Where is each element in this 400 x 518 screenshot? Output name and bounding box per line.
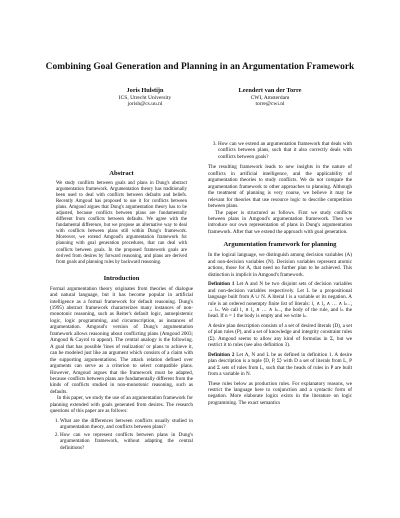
author-affiliation: CWI, Amsterdam	[250, 94, 290, 101]
section-paragraph-1: In the logical language, we distinguish among decision variables (A) and non-decision variables (N). Decision variables represent atomic actions, those for A, that need no further plan to be achieved. This distinction is implicit in Amgoud's framework.	[208, 252, 352, 278]
author-2	[200, 88, 340, 108]
intro-paragraph-2: In this paper, we study the use of an argumentation framework for planning extended with goals generated from desires. The research questions of this paper are as follows:	[50, 395, 193, 415]
definition-2	[208, 352, 352, 378]
definition-text: Let A and N be two disjoint sets of decision variables and non-decision variables respectively. Let L be a propositional language built from A ∪ N. A literal l is a variable or its negation. A rule is an ordered nonempty finite list of literals: l₁ ∧ l₂ ∧ … ∧ lₙ₋₁ → lₙ. We call l₁ ∧ l₂ ∧ … ∧ lₙ₋₁ the body of the rule, and lₙ the head. If n = 1 the body is empty and we write lₙ.	[208, 281, 352, 320]
research-question-1: 1. What are the differences between conflicts usually studied in argumentation theory, and conflicts between plans?	[60, 418, 193, 431]
definition-text: Let A, N and L be as defined in definition 1. A desire plan description is a tuple ⟨D, P, Σ⟩ with D a set of literals from L, P and Σ sets of rules from L, such that the heads of rules in P are built from a variable in N.	[208, 351, 352, 378]
author-email: jorish@cs.uu.nl	[127, 101, 163, 108]
paper-title: Combining Goal Generation and Planning in an Argumentation Framework	[45, 62, 355, 72]
definition-1	[208, 281, 352, 320]
definition-label: Definition 2	[208, 351, 235, 358]
intro-paragraph-3: The resulting framework leads to new insights in the nature of conflicts in artificial intelligence, and the applicability of argumentation theories to study conflicts. We do not compare the argumentation framework to other approaches to planning. Although the treatment of planning is very coarse, we believe it may be relevant for theories that use resource logic to describe competition between plans.	[208, 164, 352, 210]
abstract-heading: Abstract	[109, 170, 134, 177]
right-column	[208, 141, 352, 406]
introduction-heading: Introduction	[103, 274, 140, 282]
research-question-2: 2. How can we represent conflicts between plans in Dung's argumentation framework, without adapting the central definitions?	[60, 432, 193, 451]
intro-paragraph-1: Formal argumentation theory originates from theories of dialogue and natural language, but it has become popular in artificial intelligence as a formal framework for default reasoning. Dung's (1995) abstract framework characterizes many instances of non-monotonic reasoning, such as Reiter's default logic, autoepistemic logic, logic programming, and circumscription, as instances of argumentation. Amgoud's version of Dung's argumentation framework allows reasoning about conflicting plans (Amgoud 2003; Amgoud & Cayrol to appear). The central analogy is the following. A goal that has possible 'lines of realization' or plans to achieve it, can be modeled just like an argument which consists of a claim with the supporting argumentations. The attack relation defined over arguments can serve as a criterion to select compatible plans. However, Amgoud argues that the framework must be adapted, because conflicts between plans are fundamentally different from the kinds of conflicts studied in non-monotonic reasoning, such as defaults.	[50, 285, 193, 395]
section-heading: Argumentation framework for planning	[223, 241, 337, 249]
research-questions-continued	[208, 141, 352, 160]
author-name: Joris Hulstijn	[126, 87, 164, 94]
section-paragraph-3: These rules below as production rules. For explanatory reasons, we restrict the language here to conjunction and a syntactic form of negation. More elaborate logics exists in the literature on logic programming. The exact semantics	[208, 380, 352, 406]
author-affiliation: ICS, Utrecht University	[118, 94, 172, 101]
intro-paragraph-4: The paper is structured as follows. First we study conflicts between plans in Amgoud's argumentation framework. Then we introduce our own representation of plans in Dung's argumentation framework. After that we extend the approach with goal generation.	[208, 209, 352, 235]
left-column	[50, 170, 193, 452]
research-question-3: 3. How can we extend an argumentation framework that deals with conflicts between plans, such that it also correctly deals with conflicts between goals?	[218, 141, 352, 160]
definition-label: Definition 1	[208, 281, 235, 288]
section-paragraph-2: A desire plan description consists of a set of desired literals (D), a set of plan rules (P), and a set of knowledge and integrity constraint rules (Σ). Amgoud seems to allow any kind of formulas in Σ, but we restrict it to rules (see also definition 3).	[208, 322, 352, 349]
author-1	[75, 88, 215, 108]
research-questions	[50, 418, 193, 451]
author-email: torre@cwi.nl	[255, 101, 285, 108]
abstract-text: We study conflicts between goals and plans in Dung's abstract argumentation framework. Argumentation theory has traditionally been used to deal with conflicts between defaults and beliefs. Recently Amgoud has proposed to use it for conflicts between plans. Amgoud argues that Dung's argumentation theory has to be adjusted, because conflicts between plans are fundamentally different from conflicts between defaults. We agree with the fundamental difference, but we propose an alternative way to deal with conflicts between plans still within Dung's framework. Moreover, we extend Amgoud's argumentation framework for planning with goal generation procedures, that can deal with conflicts between goals. In the proposed framework goals are derived from desires by forward reasoning, and plans are derived from goals and planning rules by backward reasoning.	[56, 181, 187, 265]
author-name: Leendert van der Torre	[238, 87, 302, 94]
